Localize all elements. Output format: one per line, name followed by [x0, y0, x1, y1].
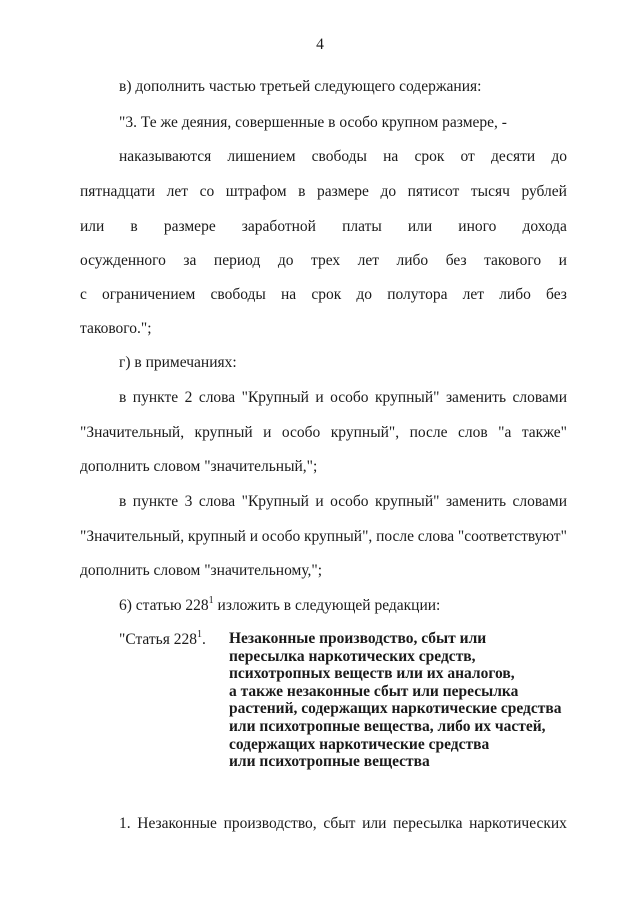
word: либо	[396, 252, 429, 269]
word: Незаконные	[137, 815, 217, 832]
word: лет	[166, 183, 189, 200]
word: штрафом	[225, 183, 287, 200]
article-title-line: пересылка наркотических средств,	[229, 647, 476, 665]
word: 3	[184, 493, 193, 510]
paragraph-6	[119, 596, 440, 615]
word: срок	[414, 148, 445, 165]
word: и	[263, 424, 272, 441]
paragraph-3-intro: "3. Те же деяния, совершенные в особо крупном размере, -	[119, 114, 507, 131]
word: слова	[198, 493, 236, 510]
word: период	[213, 252, 261, 269]
superscript: 1	[208, 595, 214, 606]
word: наказываются	[119, 148, 212, 165]
article-title-line: растений, содержащих наркотические средства	[229, 700, 562, 718]
word: на	[280, 286, 297, 303]
word: "Значительный,	[80, 424, 185, 441]
paragraph-v: в) дополнить частью третьей следующего содержания:	[119, 78, 482, 95]
word: в	[119, 389, 127, 406]
word: "соответствуют"	[457, 528, 567, 545]
word: и	[315, 389, 324, 406]
word: размере	[317, 183, 369, 200]
word: пятнадцати	[80, 183, 156, 200]
text-line	[119, 815, 567, 833]
word: или	[407, 218, 433, 235]
text-line	[119, 389, 567, 407]
word: трех	[310, 252, 341, 269]
paragraph-6-text-end: изложить в следующей редакции:	[213, 597, 441, 615]
text-line	[119, 148, 567, 166]
article-title	[229, 630, 562, 771]
word: "Крупный	[241, 389, 309, 406]
article-title-line: или психотропные вещества	[229, 753, 430, 771]
word: крупный"	[375, 493, 440, 510]
word: после	[409, 424, 448, 441]
word: заменить	[445, 389, 507, 406]
word: крупный"	[375, 389, 440, 406]
word: "Крупный	[241, 493, 309, 510]
article-label-end: .	[202, 631, 206, 649]
paragraph-6-text: 6) статью 228	[119, 597, 209, 615]
text-line	[119, 493, 567, 511]
word: особо	[261, 528, 301, 545]
word: за	[183, 252, 197, 269]
text-line	[80, 252, 567, 270]
word: без	[546, 286, 567, 303]
article-label-text: "Статья 228	[119, 631, 197, 649]
word: десяти	[490, 148, 536, 165]
word: слова	[198, 389, 236, 406]
word: до	[380, 183, 397, 200]
word: словами	[512, 493, 567, 510]
word: срок	[311, 286, 342, 303]
word: лет	[462, 286, 485, 303]
word: наркотических	[469, 815, 567, 832]
word: и	[249, 528, 259, 545]
superscript: 1	[197, 629, 202, 640]
word: 2	[184, 389, 193, 406]
word: иного	[458, 218, 497, 235]
word: до	[551, 148, 567, 165]
word: на	[383, 148, 399, 165]
word: от	[460, 148, 475, 165]
article-title-line: или психотропные вещества, либо их частей,	[229, 717, 546, 735]
word: лишением	[227, 148, 296, 165]
article-title-line: а также незаконные сбыт или пересылка	[229, 682, 519, 700]
word: или	[362, 815, 387, 832]
word: лет	[357, 252, 380, 269]
text-line: дополнить словом "значительному,";	[80, 562, 323, 579]
word: с	[80, 286, 87, 303]
word: до	[277, 252, 294, 269]
word: заработной	[241, 218, 316, 235]
word: со	[199, 183, 215, 200]
word: осужденного	[80, 252, 166, 269]
word: пересылка	[393, 815, 463, 832]
word: особо	[330, 493, 369, 510]
word: платы	[342, 218, 382, 235]
word: слова	[417, 528, 455, 545]
word: словами	[512, 389, 567, 406]
word: пункте	[132, 389, 179, 406]
word: либо	[499, 286, 531, 303]
text-line	[80, 424, 567, 442]
word: или	[80, 218, 105, 235]
word: "а	[498, 424, 512, 441]
article-title-line: Незаконные производство, сбыт или	[229, 630, 487, 647]
word: "Значительный,	[80, 528, 185, 545]
word: до	[356, 286, 373, 303]
text-line	[80, 218, 567, 236]
word: в	[298, 183, 306, 200]
word: сбыт	[323, 815, 356, 832]
text-line	[80, 528, 567, 546]
word: пункте	[132, 493, 179, 510]
word: производство,	[223, 815, 317, 832]
paragraph-g: г) в примечаниях:	[119, 354, 237, 371]
word: и	[558, 252, 567, 269]
word: после	[376, 528, 414, 545]
word: особо	[281, 424, 321, 441]
word: размере	[163, 218, 216, 235]
text-line	[80, 183, 567, 201]
word: полутора	[387, 286, 448, 303]
text-line	[80, 286, 567, 304]
word: рублей	[521, 183, 567, 200]
word: 1.	[119, 815, 131, 832]
word: и	[315, 493, 324, 510]
word: в	[130, 218, 138, 235]
word: в	[119, 493, 127, 510]
word: без	[445, 252, 467, 269]
article-title-line: психотропных веществ или их аналогов,	[229, 665, 515, 683]
word: пятисот	[407, 183, 460, 200]
word: ограничением	[102, 286, 196, 303]
text-line: дополнить словом "значительный,";	[80, 458, 318, 475]
word: тысяч	[470, 183, 510, 200]
word: слов	[457, 424, 488, 441]
word: свободы	[311, 148, 367, 165]
text-line: такового.";	[80, 320, 152, 337]
article-title-line: содержащих наркотические средства	[229, 735, 490, 753]
word: свободы	[210, 286, 266, 303]
word: заменить	[445, 493, 507, 510]
word: также"	[521, 424, 567, 441]
word: крупный",	[330, 424, 400, 441]
word: особо	[330, 389, 369, 406]
word: дохода	[522, 218, 567, 235]
word: крупный",	[303, 528, 373, 545]
word: крупный	[194, 424, 253, 441]
article-label	[119, 630, 206, 649]
word: крупный	[187, 528, 246, 545]
page-number: 4	[316, 36, 324, 53]
word: такового	[484, 252, 542, 269]
